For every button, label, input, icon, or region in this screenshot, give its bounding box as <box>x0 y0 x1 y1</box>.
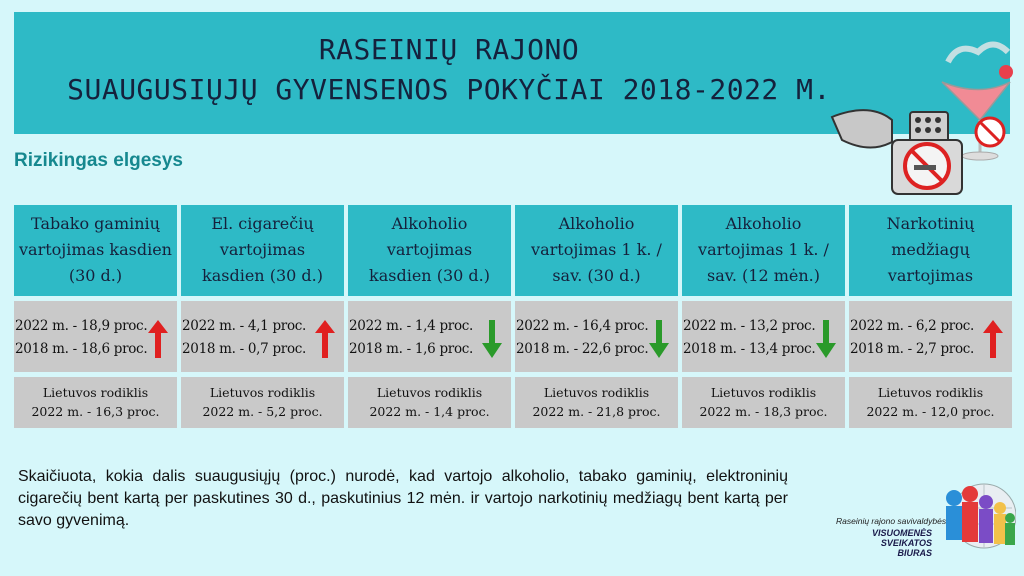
value-v2022: 2022 m. - 18,9 proc. <box>15 318 148 334</box>
nat-label: Lietuvos rodiklis <box>543 385 650 400</box>
nat-label: Lietuvos rodiklis <box>877 385 984 400</box>
nat-value: 2022 m. - 5,2 proc. <box>202 404 323 419</box>
indicator-header-line: vartojimas <box>386 240 473 259</box>
indicator-header-line: Narkotinių <box>886 214 975 233</box>
nat-value: 2022 m. - 21,8 proc. <box>532 404 661 419</box>
indicator-header-line: Alkoholio <box>558 214 635 233</box>
value-v2018: 2018 m. - 22,6 proc. <box>516 341 649 357</box>
indicator-header-line: Alkoholio <box>725 214 802 233</box>
national-indicator <box>14 377 177 428</box>
indicator-values <box>14 301 177 372</box>
value-v2018: 2018 m. - 0,7 proc. <box>182 341 307 357</box>
arrow-down-icon <box>815 319 837 359</box>
indicator-header <box>849 205 1012 296</box>
arrow-up-icon <box>982 319 1004 359</box>
logo-line-3: BIURAS <box>897 548 932 558</box>
arrow-up-icon <box>314 319 336 359</box>
value-v2022: 2022 m. - 4,1 proc. <box>182 318 307 334</box>
organization-logo <box>836 478 1016 570</box>
national-indicator <box>849 377 1012 428</box>
national-indicator <box>682 377 845 428</box>
national-indicator <box>181 377 344 428</box>
indicator-header-line: (30 d.) <box>68 266 123 285</box>
nat-label: Lietuvos rodiklis <box>376 385 483 400</box>
indicator-value-lines <box>683 315 815 361</box>
indicator-header-line: El. cigarečių <box>211 214 314 233</box>
nat-value: 2022 m. - 1,4 proc. <box>369 404 490 419</box>
footnote: Skaičiuota, kokia dalis suaugusiųjų (proc.) nurodė, kad vartojo alkoholio, tabako gaminių, elektroninių cigarečių bent kartą per paskutines 30 d., paskutinius 12 mėn. ir vartojo narkotinių medžiagų bent kartą per savo gyvenimą. <box>18 468 788 529</box>
logo-municipality-text: Raseinių rajono savivaldybės <box>836 516 947 526</box>
logo-line-1: VISUOMENĖS <box>872 528 933 538</box>
indicator-header-line: vartojimas kasdien <box>19 240 172 259</box>
logo-line-2: SVEIKATOS <box>880 538 932 548</box>
indicator-header <box>181 205 344 296</box>
indicator-values <box>849 301 1012 372</box>
indicator-header <box>14 205 177 296</box>
title-line-2: SUAUGUSIŲJŲ GYVENSENOS POKYČIAI 2018-2022 M. <box>67 73 831 106</box>
value-v2018: 2018 m. - 13,4 proc. <box>683 341 816 357</box>
lighter-icon <box>832 110 962 194</box>
indicator-header-line: vartojimas <box>219 240 306 259</box>
value-v2018: 2018 m. - 1,6 proc. <box>349 341 474 357</box>
indicator-value-lines <box>182 315 306 361</box>
arrow-up-icon <box>147 319 169 359</box>
indicator-header-line: medžiagų <box>891 240 970 259</box>
indicator-header <box>348 205 511 296</box>
logo-name <box>872 528 932 558</box>
indicator-header-line: vartojimas <box>887 266 974 285</box>
indicator-value-lines <box>516 315 648 361</box>
nat-label: Lietuvos rodiklis <box>710 385 817 400</box>
indicator-header <box>515 205 678 296</box>
value-v2022: 2022 m. - 6,2 proc. <box>850 318 975 334</box>
indicator-values <box>682 301 845 372</box>
value-v2022: 2022 m. - 13,2 proc. <box>683 318 816 334</box>
indicator-header-line: sav. (30 d.) <box>552 266 641 285</box>
indicator-header-line: vartojimas 1 k. / <box>698 240 829 259</box>
page-title <box>14 30 884 110</box>
nat-value: 2022 m. - 16,3 proc. <box>31 404 160 419</box>
indicator-value-lines <box>850 315 974 361</box>
indicator-value-lines <box>15 315 147 361</box>
indicator-header-line: Alkoholio <box>391 214 468 233</box>
national-indicator <box>348 377 511 428</box>
nat-label: Lietuvos rodiklis <box>209 385 316 400</box>
indicator-header-line: sav. (12 mėn.) <box>706 266 821 285</box>
indicator-header-line: kasdien (30 d.) <box>369 266 490 285</box>
indicator-header-line: vartojimas 1 k. / <box>531 240 662 259</box>
indicator-header <box>682 205 845 296</box>
indicator-values <box>348 301 511 372</box>
national-indicator <box>515 377 678 428</box>
indicator-header-line: kasdien (30 d.) <box>202 266 323 285</box>
arrow-down-icon <box>481 319 503 359</box>
no-smoking-illustration <box>830 22 1020 197</box>
value-v2022: 2022 m. - 1,4 proc. <box>349 318 474 334</box>
value-v2018: 2018 m. - 2,7 proc. <box>850 341 975 357</box>
indicator-values <box>515 301 678 372</box>
arrow-down-icon <box>648 319 670 359</box>
indicator-value-lines <box>349 315 473 361</box>
section-title: Rizikingas elgesys <box>14 150 183 171</box>
indicator-header-line: Tabako gaminių <box>31 214 160 233</box>
title-line-1: RASEINIŲ RAJONO <box>318 33 580 66</box>
nat-label: Lietuvos rodiklis <box>42 385 149 400</box>
value-v2018: 2018 m. - 18,6 proc. <box>15 341 148 357</box>
indicator-values <box>181 301 344 372</box>
nat-value: 2022 m. - 12,0 proc. <box>866 404 995 419</box>
nat-value: 2022 m. - 18,3 proc. <box>699 404 828 419</box>
value-v2022: 2022 m. - 16,4 proc. <box>516 318 649 334</box>
